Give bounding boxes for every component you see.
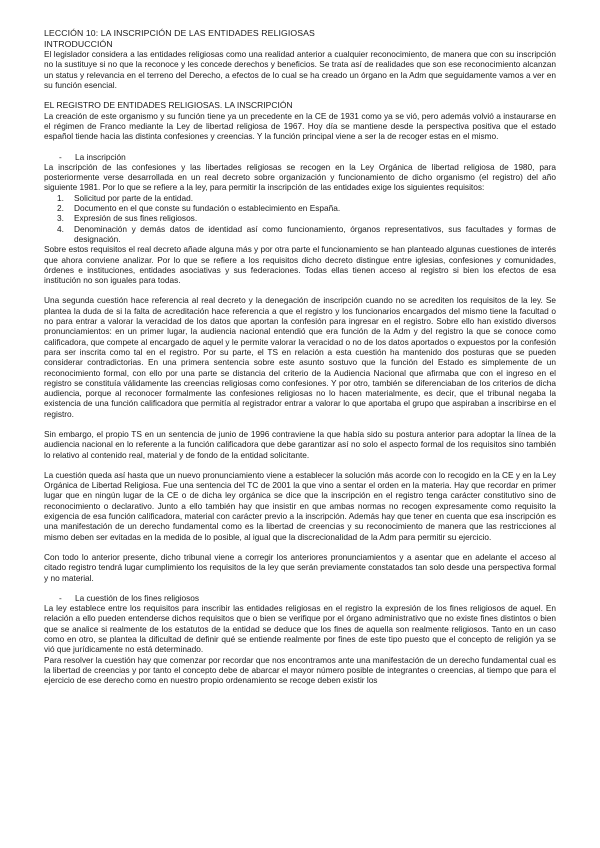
intro-paragraph: El legislador considera a las entidades religiosas como una realidad anterior a cualquier reconocimiento, de manera que con su inscripción no la sustituye si no que la reconoce y les concede derechos y beneficios. Se trata así de realidades que son ese reconocimiento alcanzan un status y relevancia en el terreno del Derecho, a efectos de lo cual se ha creado un órgano en la Adm que seguidamente vamos a ver en su función esencial. [44, 49, 556, 90]
inscription-bullet [44, 152, 556, 162]
intro-heading: INTRODUCCIÓN [44, 38, 113, 49]
fines-bullet [44, 593, 556, 603]
list-item: 3. Expresión de sus fines religiosos. [57, 213, 198, 224]
registry-heading: EL REGISTRO DE ENTIDADES RELIGIOSAS. LA INSCRIPCIÓN [44, 100, 293, 111]
list-item: 4. Denominación y demás datos de identidad así como funcionamiento, órganos representativos, sus facultades y formas de designación. [57, 223, 556, 244]
ts-1996-paragraph: Sin embargo, el propio TS en un sentencia de junio de 1996 contraviene la que había sido su postura anterior para adoptar la línea de la audiencia nacional en lo referente a la función calificadora que debe garantizar así no solo el aspecto formal de los requisitos sino también lo relativo al contenido real, material y de fondo de la entidad solicitante. [44, 429, 556, 460]
tc-2001-paragraph: La cuestión queda así hasta que un nuevo pronunciamiento viene a establecer la solución más acorde con lo recogido en la CE y en la Ley Orgánica de Libertad Religiosa. Fue una sentencia del TC de 2001 la que vino a sentar el orden en la materia. Hay que recordar en primer lugar que en ningún lugar de la CE o de dicha ley orgánica se dice que la inscripción en el registro tenga carácter constitutivo sino de reconocimiento o declarativo. Junto a ello también hay que insistir en que ambas normas no recogen expresamente como requisito la exigencia de esa función calificadora, material con carácter previo a la inscripción. Además hay que tener en cuenta que esa inscripción es una manifestación de un derecho fundamental como es la libertad de creencias y su reconocimiento de manera que las restricciones al mismo deben ser evitadas en la medida de lo posible, al igual que la discrecionalidad de la Adm para permitir su ejercicio. [44, 469, 556, 542]
requirements-list [44, 193, 556, 244]
list-item: 1. Solicitud por parte de la entidad. [57, 192, 194, 203]
list-item: 2. Documento en el que conste su fundación o establecimiento en España. [57, 203, 341, 214]
bullet-marker: - [59, 151, 62, 162]
fines-paragraph: La ley establece entre los requisitos para inscribir las entidades religiosas en el registro la expresión de los fines religiosos de aquel. En relación a ello pueden entenderse dichos requisitos que o bien se verifique por el órgano administrativo que no existe fines distintos o bien que se analice si realmente de los estatutos de la entidad se deduce que los fines de aquella son realmente religiosos. Tanto en un caso como en otro, se plantea la dificultad de definir qué se entiende realmente por fines de este tipo puesto que el concepto de religión ya se vió que jurídicamente no está determinado. [44, 603, 556, 655]
bullet-marker: - [59, 592, 62, 603]
inscription-paragraph: La inscripción de las confesiones y las libertades religiosas se recogen en la Ley Orgánica de libertad religiosa de 1980, para posteriormente verse desarrollada en un real decreto sobre organización y funcionamiento de dicho organismo (el registro) del año siguiente 1981. Por lo que se refiere a la ley, para permitir la inscripción de las entidades exige los siguientes requisitos: [44, 161, 556, 193]
requirements-after-paragraph: Sobre estos requisitos el real decreto añade alguna más y por otra parte el funcionamiento se han planteado algunas cuestiones de interés que ahora conviene analizar. Por lo que se refiere a los requisitos dicho decreto distingue entre iglesias, confesiones y comunidades, órdenes e instituciones, entidades asociativas y sus federaciones. Todas ellas tienen acceso al registro si bien los efectos de esa institución no son iguales para todas. [44, 244, 556, 286]
fines-paragraph-2: Para resolver la cuestión hay que comenzar por recordar que nos encontramos ante una manifestación de un derecho fundamental cual es la libertad de creencias y por tanto el concepto debe de abarcar el mayor número posible de integrantes o creencias, al tiempo que para el ejercicio de ese derecho como en nuestro propio ordenamiento se recoge deben existir los [44, 654, 556, 686]
fines-heading: La cuestión de los fines religiosos [75, 592, 200, 603]
conclusion-paragraph: Con todo lo anterior presente, dicho tribunal viene a corregir los anteriores pronunciamientos y a asentar que en adelante el acceso al citado registro tendrá lugar cumplimiento los requisitos de la ley que serán previamente constatados tan solo desde una perspectiva formal y no material. [44, 551, 556, 583]
lesson-title: LECCIÓN 10: LA INSCRIPCIÓN DE LAS ENTIDADES RELIGIOSAS [44, 28, 315, 38]
inscription-heading: La inscripción [75, 151, 126, 162]
second-question-paragraph: Una segunda cuestión hace referencia al real decreto y la denegación de inscripción cuando no se acrediten los requisitos de la ley. Se plantea la duda de si la falta de acreditación hace referencia a que el registro y los funcionarios encargados del mismo tiene la facultad o no para entrar a valorar la veracidad de los datos que aportan la confesión para ingresar en el registro. Sobre ello han existido diversos pronunciamientos: en un primer lugar, la audiencia nacional entendió que era función de la Adm y del registro la que se conoce como calificadora, que compete al encargado de aquel y le permite valorar la veracidad o no de los datos aportados o expuestos por la confesión para ser inscrita como tal en el registro. Por su parte, el TS en relación a esta cuestión ha mantenido dos posturas que se pueden considerar contradictorias. En una primera sentencia sobre este asunto sostuvo que la función del Estado es simplemente de un reconocimiento formal, con ello por una parte se distancia del criterio de la Audiencia Nacional que afirmaba que con el ingreso en el registro se constituía válidamente las creencias religiosas como confesiones. Y por otro, también se diferenciaban de los criterios de dicha audiencia, porque al reconocer formalmente las confesiones religiosas no lo hacen materialmente, es decir, que el tribunal negaba la existencia de una función calificadora que permitía al registrador entrar a valorar lo que aportaba el grupo que aspiraban a inscribirse en el registro. [44, 295, 556, 419]
registry-paragraph: La creación de este organismo y su función tiene ya un precedente en la CE de 1931 como ya se vió, pero además volvió a instaurarse en el régimen de Franco mediante la Ley de libertad religiosa de 1967. Hoy día se mantiene desde la perspectiva positiva que el estado español tiende hacia las distinta confesiones y creencias. Y la función principal viene a ser la de recoger estas en el mismo. [44, 110, 556, 142]
